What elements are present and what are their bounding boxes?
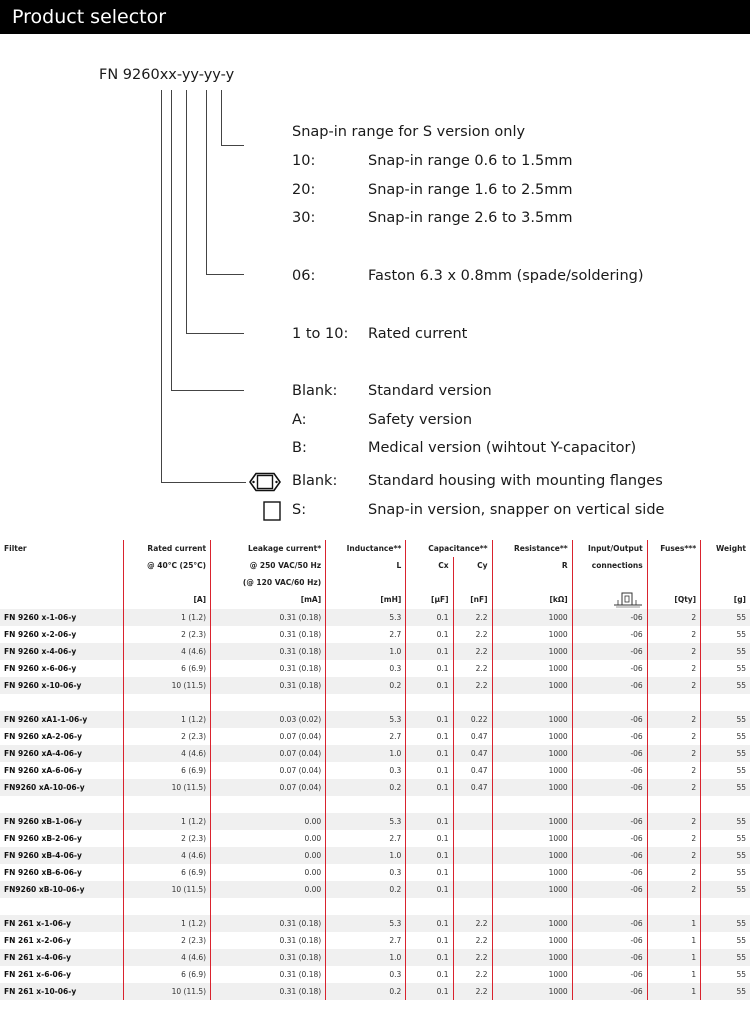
resistance: 1000 — [492, 881, 572, 898]
fuses: 2 — [647, 643, 700, 660]
connector-line — [186, 333, 244, 334]
option-code: A: — [292, 412, 307, 428]
resistance: 1000 — [492, 813, 572, 830]
option-code: 10: — [292, 153, 316, 169]
capacitance-cy: 2.2 — [453, 932, 492, 949]
option-desc: Snap-in version, snapper on vertical side — [368, 502, 665, 518]
col-header-filter: Filter — [0, 540, 123, 557]
leakage-current: 0.31 (0.18) — [211, 949, 326, 966]
inductance: 1.0 — [326, 847, 406, 864]
inductance: 0.2 — [326, 779, 406, 796]
filter-name: FN 9260 x-2-06-y — [0, 626, 123, 643]
table-row — [0, 677, 750, 694]
connection: -06 — [572, 626, 647, 643]
connection: -06 — [572, 966, 647, 983]
capacitance-cx: 0.1 — [406, 660, 453, 677]
connector-line — [161, 90, 162, 482]
connection: -06 — [572, 779, 647, 796]
rated-current: 10 (11.5) — [123, 983, 210, 1000]
leakage-current: 0.00 — [211, 847, 326, 864]
inductance: 2.7 — [326, 932, 406, 949]
capacitance-cy: 0.47 — [453, 779, 492, 796]
capacitance-cy: 0.22 — [453, 711, 492, 728]
rated-current: 2 (2.3) — [123, 830, 210, 847]
table-row — [0, 762, 750, 779]
resistance-symbol: R — [492, 557, 572, 574]
resistance: 1000 — [492, 915, 572, 932]
option-code: Blank: — [292, 473, 338, 489]
weight: 55 — [701, 881, 750, 898]
connection: -06 — [572, 728, 647, 745]
table-row — [0, 983, 750, 1000]
inductance: 0.3 — [326, 966, 406, 983]
resistance: 1000 — [492, 711, 572, 728]
weight: 55 — [701, 813, 750, 830]
faston-connector-icon — [613, 592, 643, 609]
capacitance-cx: 0.1 — [406, 609, 453, 626]
weight: 55 — [701, 779, 750, 796]
connection: -06 — [572, 677, 647, 694]
inductance: 5.3 — [326, 609, 406, 626]
table-row — [0, 711, 750, 728]
connector-line — [206, 274, 244, 275]
connector-line — [171, 90, 172, 390]
inductance: 1.0 — [326, 745, 406, 762]
rated-current: 4 (4.6) — [123, 847, 210, 864]
leakage-current: 0.31 (0.18) — [211, 983, 326, 1000]
connection: -06 — [572, 881, 647, 898]
filter-name: FN9260 xA-10-06-y — [0, 779, 123, 796]
option-desc: Standard version — [368, 383, 492, 399]
fuses: 1 — [647, 966, 700, 983]
table-row — [0, 830, 750, 847]
resistance: 1000 — [492, 677, 572, 694]
leakage-current: 0.31 (0.18) — [211, 677, 326, 694]
weight: 55 — [701, 609, 750, 626]
connector-line — [206, 90, 207, 274]
title-bar — [0, 0, 750, 34]
filter-name: FN9260 xB-10-06-y — [0, 881, 123, 898]
rated-current: 1 (1.2) — [123, 813, 210, 830]
connection: -06 — [572, 660, 647, 677]
capacitance-cy: 2.2 — [453, 677, 492, 694]
capacitance-cx: 0.1 — [406, 881, 453, 898]
spec-table — [0, 540, 750, 1000]
weight: 55 — [736, 731, 746, 741]
option-desc: Faston 6.3 x 0.8mm (spade/soldering) — [368, 268, 644, 284]
capacitance-cy: 0.47 — [453, 728, 492, 745]
leakage-current: 0.07 (0.04) — [211, 762, 326, 779]
inductance: 0.2 — [326, 881, 406, 898]
inductance: 2.7 — [326, 626, 406, 643]
rated-current: 2 (2.3) — [123, 728, 210, 745]
capacitance-cx: 0.1 — [406, 762, 453, 779]
rated-current: 6 (6.9) — [123, 762, 210, 779]
connection: -06 — [572, 983, 647, 1000]
fuses: 2 — [647, 745, 700, 762]
resistance: 1000 — [492, 864, 572, 881]
option-code: 1 to 10: — [292, 326, 349, 342]
resistance: 1000 — [492, 643, 572, 660]
capacitance-cx: 0.1 — [406, 847, 453, 864]
capacitance-cy: 0.47 — [453, 745, 492, 762]
col-header-inductance: Inductance** — [326, 540, 406, 557]
table-row — [0, 626, 750, 643]
filter-name: FN 9260 xA1-1-06-y — [0, 711, 123, 728]
rated-current: 1 (1.2) — [123, 711, 210, 728]
weight: 55 — [701, 949, 750, 966]
table-row — [0, 915, 750, 932]
weight: 55 — [736, 867, 746, 877]
filter-name: FN 261 x-1-06-y — [0, 915, 123, 932]
col-header-leakage: Leakage current* — [211, 540, 326, 557]
connection: -06 — [572, 643, 647, 660]
cx-symbol: Cx — [406, 557, 453, 574]
resistance: 1000 — [492, 847, 572, 864]
table-row — [0, 745, 750, 762]
capacitance-cx: 0.1 — [406, 643, 453, 660]
leakage-condition-alt: (@ 120 VAC/60 Hz) — [211, 574, 326, 591]
fuses: 2 — [647, 660, 700, 677]
weight: 55 — [701, 711, 750, 728]
rated-current: 2 (2.3) — [123, 626, 210, 643]
filter-name: FN 9260 xB-1-06-y — [0, 813, 123, 830]
weight: 55 — [701, 847, 750, 864]
connector-line — [171, 390, 244, 391]
capacitance-cy — [453, 813, 492, 830]
filter-name: FN 261 x-2-06-y — [0, 932, 123, 949]
table-row — [0, 881, 750, 898]
fuses: 2 — [647, 847, 700, 864]
inductance: 1.0 — [326, 643, 406, 660]
square-housing-icon — [263, 501, 281, 521]
fuses: 2 — [647, 813, 700, 830]
group-spacer — [0, 898, 750, 915]
option-desc: Standard housing with mounting flanges — [368, 473, 663, 489]
filter-name: FN 9260 xB-4-06-y — [0, 847, 123, 864]
filter-name: FN 261 x-4-06-y — [0, 949, 123, 966]
leakage-condition: @ 250 VAC/50 Hz — [211, 557, 326, 574]
leakage-current: 0.31 (0.18) — [211, 660, 326, 677]
resistance: 1000 — [492, 983, 572, 1000]
inductance: 0.2 — [326, 677, 406, 694]
unit: [mA] — [211, 591, 326, 609]
option-code: 20: — [292, 182, 316, 198]
page-title: Product selector — [12, 6, 167, 28]
table-row — [0, 813, 750, 830]
filter-name: FN 9260 xB-2-06-y — [0, 830, 123, 847]
resistance: 1000 — [492, 745, 572, 762]
leakage-current: 0.07 (0.04) — [211, 728, 326, 745]
option-desc: Snap-in range 0.6 to 1.5mm — [368, 153, 573, 169]
table-row — [0, 932, 750, 949]
inductance: 0.3 — [326, 660, 406, 677]
capacitance-cx: 0.1 — [406, 864, 453, 881]
col-header-rated-current: Rated current — [123, 540, 210, 557]
rated-current: 10 (11.5) — [123, 677, 210, 694]
weight: 55 — [736, 833, 746, 843]
capacitance-cy: 2.2 — [453, 609, 492, 626]
resistance: 1000 — [492, 762, 572, 779]
leakage-current: 0.31 (0.18) — [211, 915, 326, 932]
col-header-resistance: Resistance** — [492, 540, 572, 557]
leakage-current: 0.07 (0.04) — [211, 745, 326, 762]
capacitance-cy: 2.2 — [453, 915, 492, 932]
rated-current: 6 (6.9) — [123, 966, 210, 983]
leakage-current: 0.00 — [211, 813, 326, 830]
fuses: 2 — [647, 762, 700, 779]
group-spacer — [0, 796, 750, 813]
capacitance-cx: 0.1 — [406, 966, 453, 983]
filter-name: FN 9260 xA-6-06-y — [0, 762, 123, 779]
capacitance-cy: 2.2 — [453, 626, 492, 643]
inductance: 0.3 — [326, 762, 406, 779]
capacitance-cx: 0.1 — [406, 779, 453, 796]
leakage-current: 0.31 (0.18) — [211, 609, 326, 626]
flanged-housing-icon — [249, 472, 281, 492]
connection: -06 — [572, 745, 647, 762]
connection: -06 — [572, 813, 647, 830]
table-row — [0, 966, 750, 983]
filter-name: FN 9260 xB-6-06-y — [0, 864, 123, 881]
table-row — [0, 779, 750, 796]
inductance: 1.0 — [326, 949, 406, 966]
connection: -06 — [572, 915, 647, 932]
inductance: 2.7 — [326, 728, 406, 745]
cy-symbol: Cy — [453, 557, 492, 574]
connector-line — [161, 482, 246, 483]
option-code: 06: — [292, 268, 316, 284]
unit: [µF] — [406, 591, 453, 609]
unit: [A] — [123, 591, 210, 609]
resistance: 1000 — [492, 932, 572, 949]
capacitance-cx: 0.1 — [406, 932, 453, 949]
resistance: 1000 — [492, 728, 572, 745]
capacitance-cx: 0.1 — [406, 830, 453, 847]
inductance: 5.3 — [326, 813, 406, 830]
capacitance-cy: 2.2 — [453, 966, 492, 983]
unit: [g] — [733, 595, 746, 604]
capacitance-cx: 0.1 — [406, 983, 453, 1000]
leakage-current: 0.31 (0.18) — [211, 626, 326, 643]
leakage-current: 0.03 (0.02) — [211, 711, 326, 728]
capacitance-cy: 2.2 — [453, 643, 492, 660]
weight: 55 — [701, 677, 750, 694]
table-row — [0, 643, 750, 660]
capacitance-cy — [453, 847, 492, 864]
fuses: 2 — [647, 881, 700, 898]
connector-line — [186, 90, 187, 333]
snap-in-heading: Snap-in range for S version only — [292, 124, 526, 140]
table-row — [0, 864, 750, 881]
filter-name: FN 9260 x-10-06-y — [0, 677, 123, 694]
weight: 55 — [736, 765, 746, 775]
io-subheader: connections — [572, 557, 647, 574]
connection: -06 — [572, 711, 647, 728]
option-code: Blank: — [292, 383, 338, 399]
capacitance-cy — [453, 830, 492, 847]
unit: [Qty] — [647, 591, 700, 609]
capacitance-cx: 0.1 — [406, 915, 453, 932]
resistance: 1000 — [492, 779, 572, 796]
weight: 55 — [736, 935, 746, 945]
leakage-current: 0.31 (0.18) — [211, 966, 326, 983]
inductance: 5.3 — [326, 915, 406, 932]
rated-current: 10 (11.5) — [123, 779, 210, 796]
table-row — [0, 609, 750, 626]
capacitance-cy: 2.2 — [453, 983, 492, 1000]
weight: 55 — [736, 969, 746, 979]
spec-table-body — [0, 609, 750, 1000]
table-row — [0, 660, 750, 677]
fuses: 2 — [647, 609, 700, 626]
inductance: 0.2 — [326, 983, 406, 1000]
filter-name: FN 261 x-6-06-y — [0, 966, 123, 983]
capacitance-cy: 0.47 — [453, 762, 492, 779]
resistance: 1000 — [492, 660, 572, 677]
unit: [kΩ] — [492, 591, 572, 609]
rated-current: 6 (6.9) — [123, 660, 210, 677]
group-spacer — [0, 694, 750, 711]
col-header-fuses: Fuses*** — [647, 540, 700, 557]
leakage-current: 0.00 — [211, 881, 326, 898]
filter-name: FN 9260 xA-4-06-y — [0, 745, 123, 762]
capacitance-cy — [453, 864, 492, 881]
fuses: 1 — [647, 983, 700, 1000]
filter-name: FN 261 x-10-06-y — [0, 983, 123, 1000]
weight: 55 — [736, 663, 746, 673]
rated-current: 4 (4.6) — [123, 643, 210, 660]
resistance: 1000 — [492, 949, 572, 966]
table-row — [0, 949, 750, 966]
resistance: 1000 — [492, 966, 572, 983]
rated-current: 1 (1.2) — [123, 609, 210, 626]
capacitance-cy: 2.2 — [453, 660, 492, 677]
leakage-current: 0.31 (0.18) — [211, 932, 326, 949]
rated-current: 2 (2.3) — [123, 932, 210, 949]
fuses: 2 — [647, 711, 700, 728]
option-desc: Safety version — [368, 412, 473, 428]
connection: -06 — [572, 830, 647, 847]
leakage-current: 0.00 — [211, 830, 326, 847]
fuses: 1 — [647, 949, 700, 966]
col-header-io: Input/Output — [572, 540, 647, 557]
resistance: 1000 — [492, 609, 572, 626]
table-row — [0, 847, 750, 864]
weight: 55 — [701, 983, 750, 1000]
resistance: 1000 — [492, 830, 572, 847]
option-desc: Medical version (wihtout Y-capacitor) — [368, 440, 637, 456]
leakage-current: 0.07 (0.04) — [211, 779, 326, 796]
capacitance-cx: 0.1 — [406, 626, 453, 643]
capacitance-cx: 0.1 — [406, 677, 453, 694]
resistance: 1000 — [492, 626, 572, 643]
capacitance-cy — [453, 881, 492, 898]
fuses: 2 — [647, 728, 700, 745]
inductance: 5.3 — [326, 711, 406, 728]
inductance: 0.3 — [326, 864, 406, 881]
fuses: 2 — [647, 677, 700, 694]
connector-line — [221, 145, 244, 146]
fuses: 2 — [647, 864, 700, 881]
filter-name: FN 9260 x-6-06-y — [0, 660, 123, 677]
weight: 55 — [701, 915, 750, 932]
connection: -06 — [572, 864, 647, 881]
connection: -06 — [572, 949, 647, 966]
capacitance-cx: 0.1 — [406, 745, 453, 762]
option-desc: Snap-in range 2.6 to 3.5mm — [368, 210, 573, 226]
fuses: 2 — [647, 830, 700, 847]
weight: 55 — [701, 745, 750, 762]
part-number-diagram — [0, 34, 750, 534]
connection: -06 — [572, 762, 647, 779]
unit: [nF] — [453, 591, 492, 609]
part-code: FN 9260xx-yy-yy-y — [99, 67, 235, 83]
table-row — [0, 728, 750, 745]
option-desc: Snap-in range 1.6 to 2.5mm — [368, 182, 573, 198]
option-code: S: — [292, 502, 307, 518]
rated-current: 1 (1.2) — [123, 915, 210, 932]
connection: -06 — [572, 932, 647, 949]
inductance-symbol: L — [326, 557, 406, 574]
filter-name: FN 9260 x-1-06-y — [0, 609, 123, 626]
weight: 55 — [736, 629, 746, 639]
inductance: 2.7 — [326, 830, 406, 847]
rated-current-condition: @ 40°C (25°C) — [123, 557, 210, 574]
fuses: 2 — [647, 626, 700, 643]
option-code: 30: — [292, 210, 316, 226]
rated-current: 6 (6.9) — [123, 864, 210, 881]
option-code: B: — [292, 440, 307, 456]
connection: -06 — [572, 847, 647, 864]
capacitance-cy: 2.2 — [453, 949, 492, 966]
rated-current: 4 (4.6) — [123, 949, 210, 966]
capacitance-cx: 0.1 — [406, 813, 453, 830]
rated-current: 4 (4.6) — [123, 745, 210, 762]
capacitance-cx: 0.1 — [406, 949, 453, 966]
col-header-weight: Weight — [716, 544, 746, 553]
capacitance-cx: 0.1 — [406, 711, 453, 728]
leakage-current: 0.00 — [211, 864, 326, 881]
weight: 55 — [701, 643, 750, 660]
capacitance-cx: 0.1 — [406, 728, 453, 745]
filter-name: FN 9260 x-4-06-y — [0, 643, 123, 660]
fuses: 2 — [647, 779, 700, 796]
connection: -06 — [572, 609, 647, 626]
rated-current: 10 (11.5) — [123, 881, 210, 898]
option-desc: Rated current — [368, 326, 468, 342]
unit: [mH] — [326, 591, 406, 609]
filter-name: FN 9260 xA-2-06-y — [0, 728, 123, 745]
connector-line — [221, 90, 222, 145]
fuses: 1 — [647, 932, 700, 949]
leakage-current: 0.31 (0.18) — [211, 643, 326, 660]
fuses: 1 — [647, 915, 700, 932]
col-header-capacitance: Capacitance** — [406, 540, 492, 557]
